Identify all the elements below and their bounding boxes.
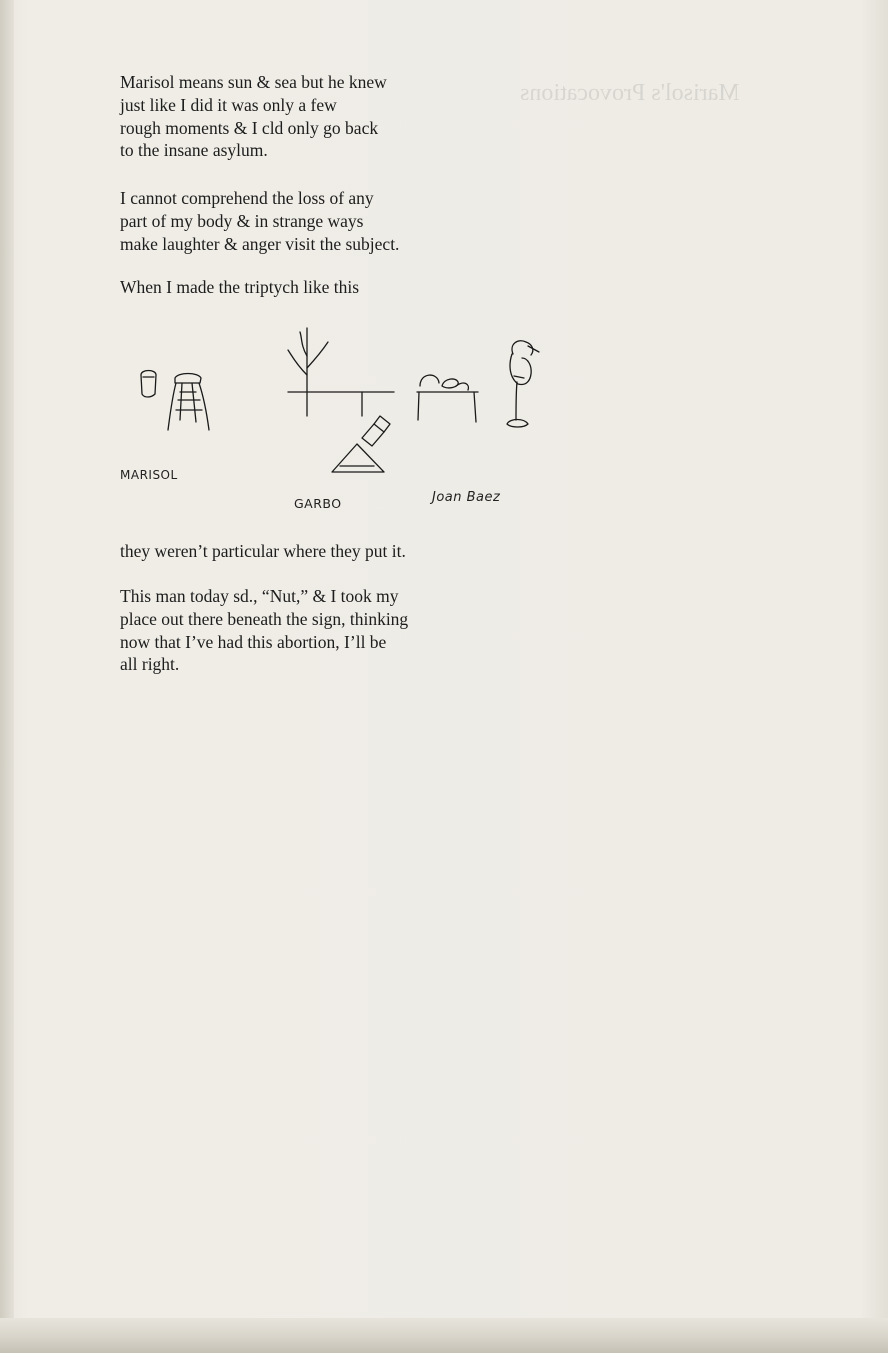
caption-marisol: MARISOL bbox=[120, 468, 178, 482]
page-bottom-edge bbox=[0, 1318, 888, 1353]
poem-line: This man today sd., “Nut,” & I took my bbox=[120, 586, 399, 606]
caption-joan-baez: Joan Baez bbox=[432, 490, 501, 505]
stanza-3 bbox=[120, 276, 359, 299]
poem-line: make laughter & anger visit the subject. bbox=[120, 233, 400, 254]
page-gutter bbox=[0, 0, 14, 1353]
poem-line: Marisol means sun & sea but he knew bbox=[120, 72, 387, 92]
poem-line: all right. bbox=[120, 654, 180, 675]
poem-line: just like I did it was only a few bbox=[120, 94, 337, 115]
stanza-1 bbox=[120, 71, 387, 162]
poem-line: part of my body & in strange ways bbox=[120, 210, 364, 231]
garbo-tree-sketch bbox=[288, 328, 394, 472]
show-through-title: Marisol's Provocations bbox=[520, 80, 740, 106]
poem-line: When I made the triptych like this bbox=[120, 277, 360, 297]
triptych-sketch bbox=[112, 320, 562, 520]
joan-baez-sketch bbox=[417, 341, 539, 427]
poem-line: to the insane asylum. bbox=[120, 140, 268, 161]
caption-garbo: GARBO bbox=[294, 496, 342, 511]
stanza-2 bbox=[120, 187, 399, 255]
poem-line: now that I’ve had this abortion, I’ll be bbox=[120, 631, 387, 652]
poem-line: rough moments & I cld only go back bbox=[120, 117, 379, 138]
marisol-figures-sketch bbox=[141, 371, 209, 431]
poem-line: place out there beneath the sign, thinking bbox=[120, 608, 409, 629]
poem-line: I cannot comprehend the loss of any bbox=[120, 188, 374, 208]
stanza-5 bbox=[120, 585, 408, 676]
poem-line: they weren’t particular where they put it. bbox=[120, 541, 406, 561]
stanza-4 bbox=[120, 540, 406, 563]
